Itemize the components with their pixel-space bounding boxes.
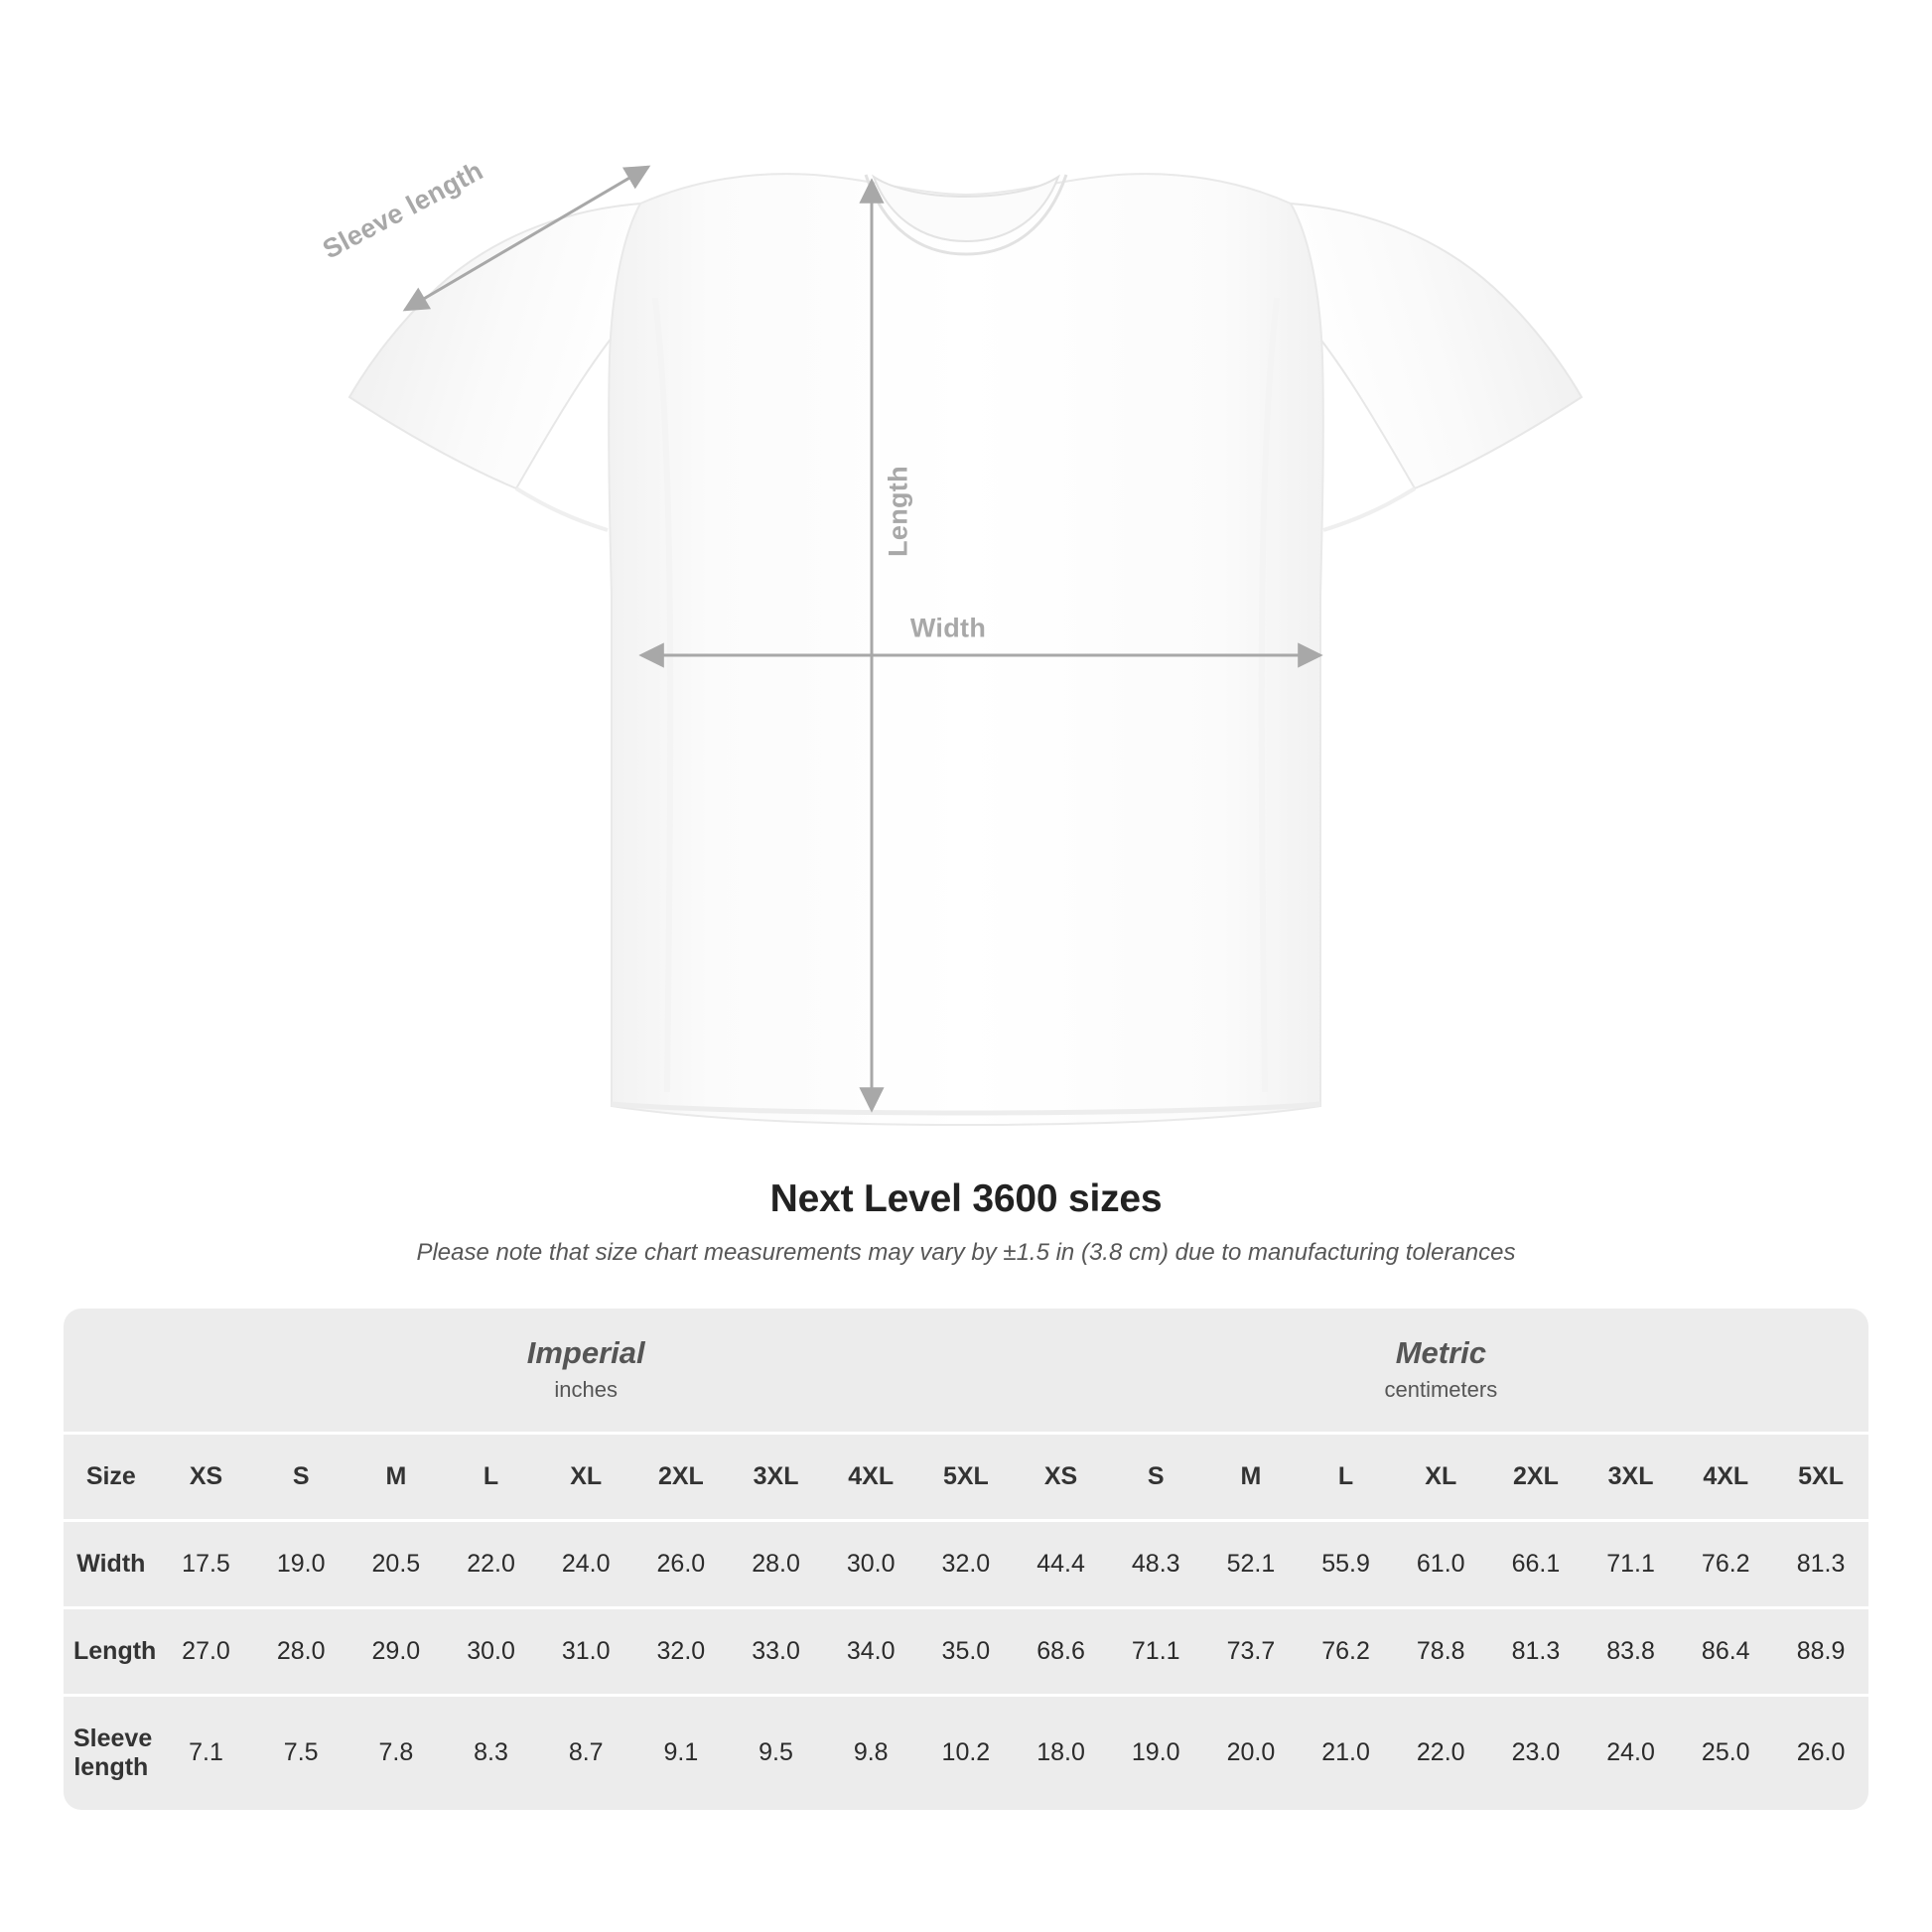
cell-sleeve-imperial-xs: 7.1 (159, 1695, 254, 1810)
size-header-imperial-xl: XL (538, 1433, 633, 1520)
length-label: Length (883, 466, 913, 557)
size-header-metric-3xl: 3XL (1584, 1433, 1679, 1520)
cell-length-metric-s: 71.1 (1108, 1607, 1203, 1695)
size-header-label: Size (64, 1433, 159, 1520)
cell-sleeve-imperial-3xl: 9.5 (729, 1695, 824, 1810)
size-table (64, 1309, 1868, 1810)
cell-sleeve-metric-4xl: 25.0 (1678, 1695, 1773, 1810)
size-header-imperial-5xl: 5XL (918, 1433, 1014, 1520)
table-row-width (64, 1520, 1868, 1607)
cell-length-metric-l: 76.2 (1299, 1607, 1394, 1695)
cell-sleeve-imperial-s: 7.5 (253, 1695, 348, 1810)
unit-sub-metric: centimeters (1384, 1376, 1498, 1402)
size-header-imperial-s: S (253, 1433, 348, 1520)
cell-length-metric-xs: 68.6 (1014, 1607, 1109, 1695)
size-header-metric-l: L (1299, 1433, 1394, 1520)
cell-width-imperial-m: 20.5 (348, 1520, 444, 1607)
unit-header-imperial (159, 1309, 1014, 1433)
size-header-metric-m: M (1203, 1433, 1299, 1520)
unit-name-imperial: Imperial (526, 1335, 645, 1370)
page-title: Next Level 3600 sizes (769, 1177, 1163, 1220)
row-label-length: Length (64, 1607, 159, 1695)
cell-sleeve-imperial-m: 7.8 (348, 1695, 444, 1810)
tolerance-note: Please note that size chart measurements may vary by ±1.5 in (3.8 cm) due to manufacturing tolerances (416, 1239, 1516, 1266)
size-header-row (64, 1433, 1868, 1520)
cell-width-imperial-3xl: 28.0 (729, 1520, 824, 1607)
unit-header-row (64, 1309, 1868, 1433)
size-header-metric-2xl: 2XL (1488, 1433, 1584, 1520)
table-row-sleeve-length (64, 1695, 1868, 1810)
cell-width-imperial-s: 19.0 (253, 1520, 348, 1607)
cell-width-imperial-xl: 24.0 (538, 1520, 633, 1607)
size-header-imperial-xs: XS (159, 1433, 254, 1520)
cell-sleeve-metric-5xl: 26.0 (1773, 1695, 1868, 1810)
title-block (0, 1177, 1932, 1267)
cell-length-metric-3xl: 83.8 (1584, 1607, 1679, 1695)
row-label-width: Width (64, 1520, 159, 1607)
cell-width-imperial-5xl: 32.0 (918, 1520, 1014, 1607)
cell-sleeve-metric-m: 20.0 (1203, 1695, 1299, 1810)
cell-length-imperial-m: 29.0 (348, 1607, 444, 1695)
cell-sleeve-metric-xs: 18.0 (1014, 1695, 1109, 1810)
cell-width-imperial-l: 22.0 (444, 1520, 539, 1607)
size-table-wrapper (64, 1309, 1868, 1810)
cell-sleeve-imperial-xl: 8.7 (538, 1695, 633, 1810)
unit-header-metric (1014, 1309, 1868, 1433)
cell-width-metric-2xl: 66.1 (1488, 1520, 1584, 1607)
cell-sleeve-metric-2xl: 23.0 (1488, 1695, 1584, 1810)
size-header-imperial-4xl: 4XL (823, 1433, 918, 1520)
cell-sleeve-imperial-2xl: 9.1 (633, 1695, 729, 1810)
tshirt-body (349, 174, 1582, 1125)
size-header-imperial-l: L (444, 1433, 539, 1520)
row-label-sleeve-length: Sleeve length (64, 1695, 159, 1810)
cell-width-metric-s: 48.3 (1108, 1520, 1203, 1607)
cell-width-metric-3xl: 71.1 (1584, 1520, 1679, 1607)
size-header-metric-s: S (1108, 1433, 1203, 1520)
size-header-imperial-2xl: 2XL (633, 1433, 729, 1520)
size-header-imperial-3xl: 3XL (729, 1433, 824, 1520)
cell-sleeve-imperial-5xl: 10.2 (918, 1695, 1014, 1810)
cell-length-imperial-2xl: 32.0 (633, 1607, 729, 1695)
cell-width-imperial-xs: 17.5 (159, 1520, 254, 1607)
unit-sub-imperial: inches (554, 1376, 618, 1402)
size-header-imperial-m: M (348, 1433, 444, 1520)
cell-length-metric-2xl: 81.3 (1488, 1607, 1584, 1695)
size-header-metric-xs: XS (1014, 1433, 1109, 1520)
cell-sleeve-metric-s: 19.0 (1108, 1695, 1203, 1810)
size-header-metric-4xl: 4XL (1678, 1433, 1773, 1520)
cell-length-imperial-4xl: 34.0 (823, 1607, 918, 1695)
cell-length-imperial-xl: 31.0 (538, 1607, 633, 1695)
cell-sleeve-metric-l: 21.0 (1299, 1695, 1394, 1810)
cell-width-metric-m: 52.1 (1203, 1520, 1299, 1607)
cell-width-imperial-4xl: 30.0 (823, 1520, 918, 1607)
size-header-metric-5xl: 5XL (1773, 1433, 1868, 1520)
cell-width-metric-5xl: 81.3 (1773, 1520, 1868, 1607)
cell-width-metric-xs: 44.4 (1014, 1520, 1109, 1607)
table-row-length (64, 1607, 1868, 1695)
cell-width-metric-4xl: 76.2 (1678, 1520, 1773, 1607)
unit-header-spacer (64, 1309, 159, 1433)
cell-length-imperial-5xl: 35.0 (918, 1607, 1014, 1695)
cell-length-imperial-3xl: 33.0 (729, 1607, 824, 1695)
cell-width-metric-l: 55.9 (1299, 1520, 1394, 1607)
cell-length-metric-m: 73.7 (1203, 1607, 1299, 1695)
cell-length-imperial-l: 30.0 (444, 1607, 539, 1695)
unit-name-metric: Metric (1395, 1335, 1487, 1370)
width-label: Width (909, 613, 987, 643)
cell-width-metric-xl: 61.0 (1393, 1520, 1488, 1607)
sleeve-length-label: Sleeve length (318, 155, 488, 265)
cell-length-imperial-xs: 27.0 (159, 1607, 254, 1695)
cell-sleeve-imperial-4xl: 9.8 (823, 1695, 918, 1810)
cell-length-metric-5xl: 88.9 (1773, 1607, 1868, 1695)
cell-length-metric-xl: 78.8 (1393, 1607, 1488, 1695)
cell-length-metric-4xl: 86.4 (1678, 1607, 1773, 1695)
cell-sleeve-imperial-l: 8.3 (444, 1695, 539, 1810)
cell-width-imperial-2xl: 26.0 (633, 1520, 729, 1607)
cell-sleeve-metric-xl: 22.0 (1393, 1695, 1488, 1810)
size-header-metric-xl: XL (1393, 1433, 1488, 1520)
cell-sleeve-metric-3xl: 24.0 (1584, 1695, 1679, 1810)
cell-length-imperial-s: 28.0 (253, 1607, 348, 1695)
